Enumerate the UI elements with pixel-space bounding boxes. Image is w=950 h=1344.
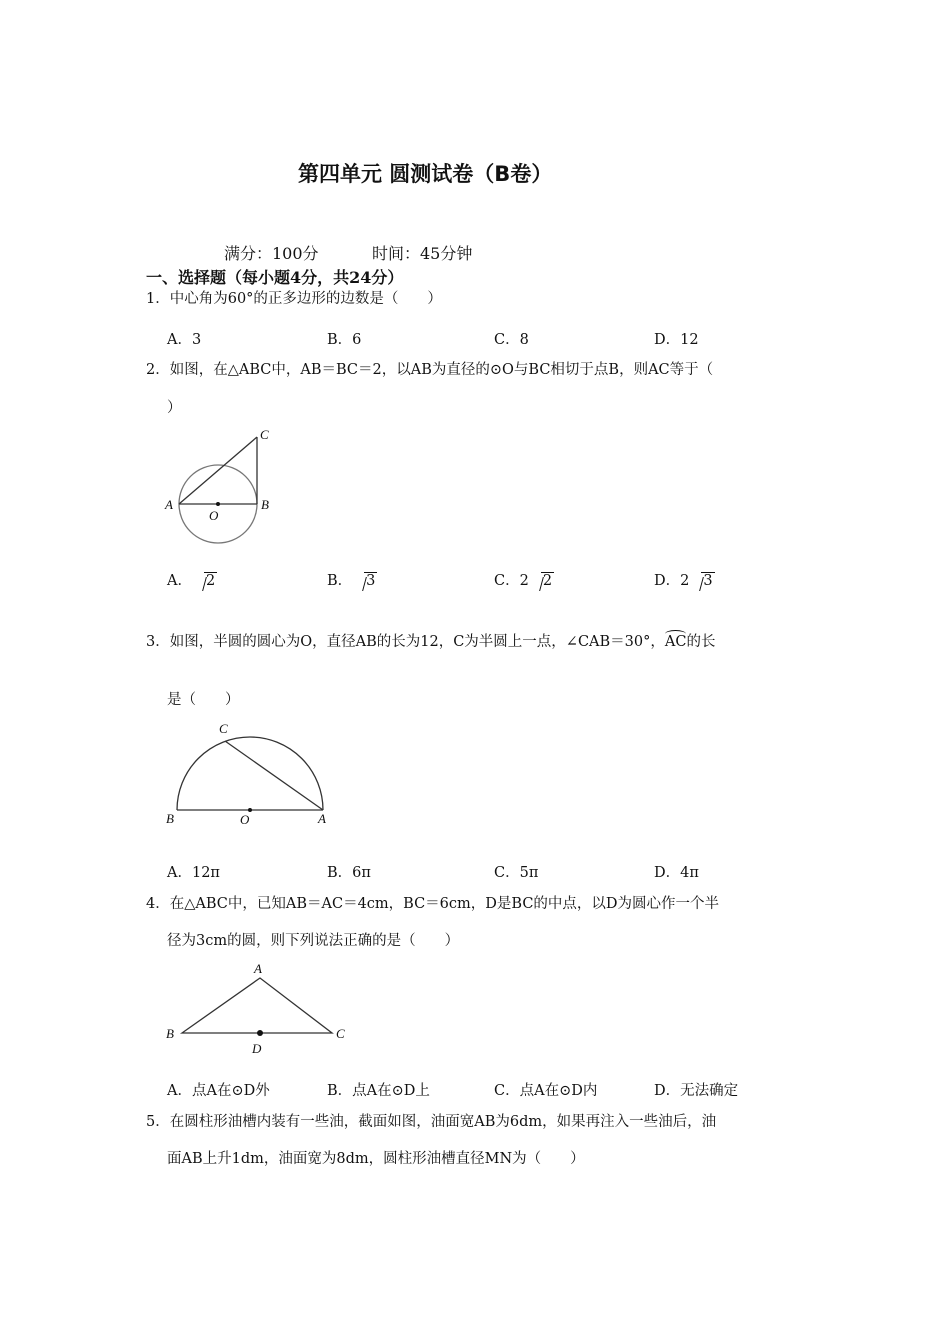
q4-option-a[interactable]: A．点A在⊙D外	[167, 1083, 270, 1099]
question-5	[146, 1115, 716, 1130]
question-2	[146, 363, 713, 378]
q4-triangle-abc	[182, 978, 332, 1033]
question-number: 5．	[146, 1114, 170, 1130]
q4-option-d[interactable]: D．无法确定	[654, 1083, 739, 1099]
question-text: 中心角为60°的正多边形的边数是（ ）	[169, 291, 442, 307]
q4-label-a: A	[254, 961, 262, 976]
question-number: 3．	[146, 634, 170, 650]
question-text: 在△ABC中，已知AB＝AC＝4cm，BC＝6cm，D是BC的中点，以D为圆心作一个半	[169, 896, 720, 912]
section-heading: 一、选择题（每小题4分，共24分）	[146, 268, 404, 287]
q4-figure	[160, 960, 355, 1060]
q1-option-d[interactable]: D．12	[654, 332, 699, 348]
q2-label-c: C	[260, 427, 269, 442]
q2-figure	[160, 425, 285, 550]
q2-segment-ac	[179, 437, 257, 504]
q3-segment-ac	[225, 741, 323, 810]
q4-option-b[interactable]: B．点A在⊙D上	[327, 1083, 430, 1099]
q3-option-a[interactable]: A．12π	[167, 865, 220, 881]
q2-option-c[interactable]: C．2 2	[494, 573, 553, 589]
q3-semicircle	[177, 737, 323, 810]
q3-option-d[interactable]: D．4π	[654, 865, 699, 881]
q1-option-a[interactable]: A．3	[167, 332, 202, 348]
q2-option-d[interactable]: D．2 3	[654, 573, 713, 589]
q3-option-c[interactable]: C．5π	[494, 865, 539, 881]
question-3-line2: 是（ ）	[167, 692, 240, 708]
question-text: 如图，半圆的圆心为O，直径AB的长为12，C为半圆上一点，∠CAB＝30°，	[169, 634, 665, 650]
q2-label-o: O	[209, 508, 219, 523]
question-4-line2: 径为3cm的圆，则下列说法正确的是（ ）	[167, 933, 460, 949]
q2-option-a[interactable]: A． 2	[167, 573, 216, 589]
q3-option-b[interactable]: B．6π	[327, 865, 371, 881]
question-text: 如图，在△ABC中，AB＝BC＝2，以AB为直径的⊙O与BC相切于点B，则AC等于（	[169, 362, 714, 378]
question-4	[146, 897, 719, 912]
question-text: 在圆柱形油槽内装有一些油，截面如图，油面宽AB为6dm，如果再注入一些油后，油	[169, 1114, 717, 1130]
q2-label-b: B	[261, 497, 269, 512]
question-number: 2．	[146, 362, 170, 378]
q4-midpoint-d	[257, 1030, 263, 1036]
question-1	[146, 292, 442, 307]
question-number: 1．	[146, 291, 170, 307]
time-limit: 时间：45分钟	[372, 244, 473, 263]
q3-figure	[160, 715, 340, 830]
question-3	[146, 635, 715, 650]
question-5-line2: 面AB上升1dm，油面宽为8dm，圆柱形油槽直径MN为（ ）	[167, 1151, 585, 1167]
q3-label-c: C	[219, 721, 228, 736]
question-number: 4．	[146, 896, 170, 912]
q4-label-d: D	[252, 1041, 262, 1056]
question-2-line2: ）	[167, 400, 182, 416]
q3-label-o: O	[240, 812, 250, 827]
q2-center-dot	[216, 502, 220, 506]
full-score: 满分：100分	[224, 244, 319, 263]
arc-ac-label: AC	[664, 634, 687, 650]
q1-option-c[interactable]: C．8	[494, 332, 529, 348]
q3-label-b: B	[166, 811, 174, 826]
q3-label-a: A	[318, 811, 326, 826]
q4-label-c: C	[336, 1026, 345, 1041]
q4-label-b: B	[166, 1026, 174, 1041]
page-title: 第四单元 圆测试卷（B卷）	[298, 162, 553, 186]
q2-label-a: A	[165, 497, 173, 512]
question-text-tail: 的长	[686, 634, 716, 650]
q4-option-c[interactable]: C．点A在⊙D内	[494, 1083, 598, 1099]
q2-option-b[interactable]: B． 3	[327, 573, 376, 589]
q1-option-b[interactable]: B．6	[327, 332, 362, 348]
